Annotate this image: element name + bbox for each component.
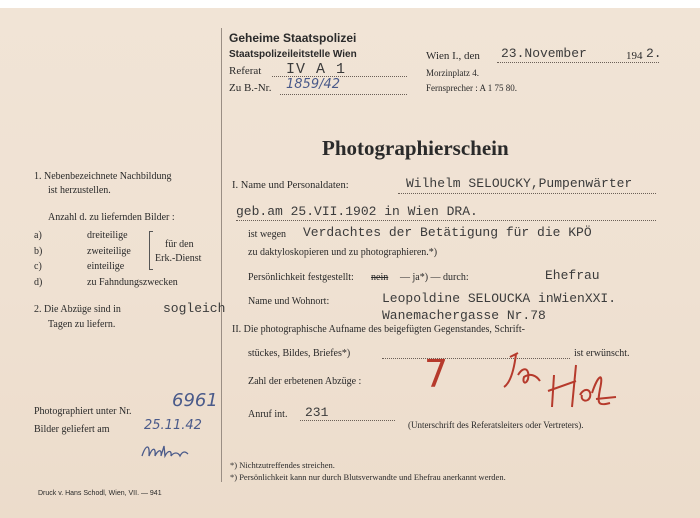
birth-line xyxy=(236,220,656,221)
signature-red-scribble xyxy=(500,345,620,425)
known-value: Ehefrau xyxy=(545,268,600,283)
left-item2-fill: sogleich xyxy=(163,301,226,316)
call-value: 231 xyxy=(305,405,329,420)
item2-line2b: ist erwünscht. xyxy=(574,348,630,359)
year-suffix: 2. xyxy=(646,46,662,61)
copies-label: Zahl der erbetenen Abzüge : xyxy=(248,376,362,387)
name-value: Wilhelm SELOUCKY,Pumpenwärter xyxy=(406,176,633,191)
option-label-a: dreiteilige xyxy=(87,230,128,241)
option-label-d: zu Fahndungszwecken xyxy=(87,277,178,288)
place-date-label: Wien I., den xyxy=(426,50,480,62)
reason-value: Verdachtes der Betätigung für die KPÖ xyxy=(303,225,592,240)
option-label-b: zweiteilige xyxy=(87,246,131,257)
printer-note: Druck v. Hans Schodl, Wien, VII. — 941 xyxy=(38,490,162,497)
left-item1-line2: ist herzustellen. xyxy=(48,185,111,196)
option-brace xyxy=(149,231,153,270)
photographed-label: Photographiert unter Nr. xyxy=(34,406,132,417)
document-title: Photographierschein xyxy=(322,136,509,160)
call-label: Anruf int. xyxy=(248,409,288,420)
date-value: 23.November xyxy=(501,46,587,61)
count-heading: Anzahl d. zu liefernden Bilder : xyxy=(48,212,175,223)
delivered-label: Bilder geliefert am xyxy=(34,424,110,435)
zu-line xyxy=(280,94,407,95)
year-prefix: 194 xyxy=(626,50,643,62)
address-label: Name und Wohnort: xyxy=(248,296,330,307)
address-value-1: Leopoldine SELOUCKA inWienXXI. xyxy=(382,291,617,306)
delivered-value: 25.11.42 xyxy=(144,418,202,433)
known-struck: nein xyxy=(371,272,389,283)
zu-label: Zu B.-Nr. xyxy=(229,82,272,94)
option-label-c: einteilige xyxy=(87,261,125,272)
known-label: Persönlichkeit festgestellt: xyxy=(248,272,354,283)
brace-text-1: für den xyxy=(165,239,194,250)
top-edge xyxy=(0,0,700,8)
item2-line1: II. Die photographische Aufname des beigefügten Gegenstandes, Schrift- xyxy=(232,324,525,335)
footnote-1: *) Nichtzutreffendes streichen. xyxy=(230,460,335,470)
phone-line: Fernsprecher : A 1 75 80. xyxy=(426,83,517,93)
address-value-2: Wanemachergasse Nr.78 xyxy=(382,308,546,323)
copies-value: 7 xyxy=(424,352,449,396)
date-line xyxy=(497,62,659,63)
referat-value: IV A 1 xyxy=(286,61,347,78)
call-line xyxy=(300,420,395,421)
left-item2-line2: Tagen zu liefern. xyxy=(48,319,116,330)
zu-value: 1859/42 xyxy=(286,77,341,92)
footnote-2: *) Persönlichkeit kann nur durch Blutsverwandte und Ehefrau anerkannt werden. xyxy=(230,472,506,482)
known-rest: — ja*) — durch: xyxy=(400,272,469,283)
option-key-d: d) xyxy=(34,277,43,288)
birth-value: geb.am 25.VII.1902 in Wien DRA. xyxy=(236,204,478,219)
item2-line2a: stückes, Bildes, Briefes*) xyxy=(248,348,351,359)
option-key-b: b) xyxy=(34,246,43,257)
address-line: Morzinplatz 4. xyxy=(426,68,479,78)
referat-label: Referat xyxy=(229,65,262,77)
left-signature-scribble xyxy=(140,440,190,462)
name-line xyxy=(398,193,656,194)
reason-prefix: ist wegen xyxy=(248,229,287,240)
left-item2-line1: 2. Die Abzüge sind in xyxy=(34,304,121,315)
option-key-a: a) xyxy=(34,230,42,241)
reason-line2: zu daktyloskopieren und zu photographieren.*) xyxy=(248,247,438,258)
office-name: Staatspolizeileitstelle Wien xyxy=(229,49,357,60)
column-divider xyxy=(221,28,222,482)
signature-caption: (Unterschrift des Referatsleiters oder Vertreters). xyxy=(408,420,584,430)
brace-text-2: Erk.-Dienst xyxy=(155,253,202,264)
option-key-c: c) xyxy=(34,261,42,272)
photographed-value: 6961 xyxy=(172,390,218,411)
name-label: I. Name und Personaldaten: xyxy=(232,180,349,191)
agency-title: Geheime Staatspolizei xyxy=(229,31,357,45)
left-item1-line1: 1. Nebenbezeichnete Nachbildung xyxy=(34,171,172,182)
